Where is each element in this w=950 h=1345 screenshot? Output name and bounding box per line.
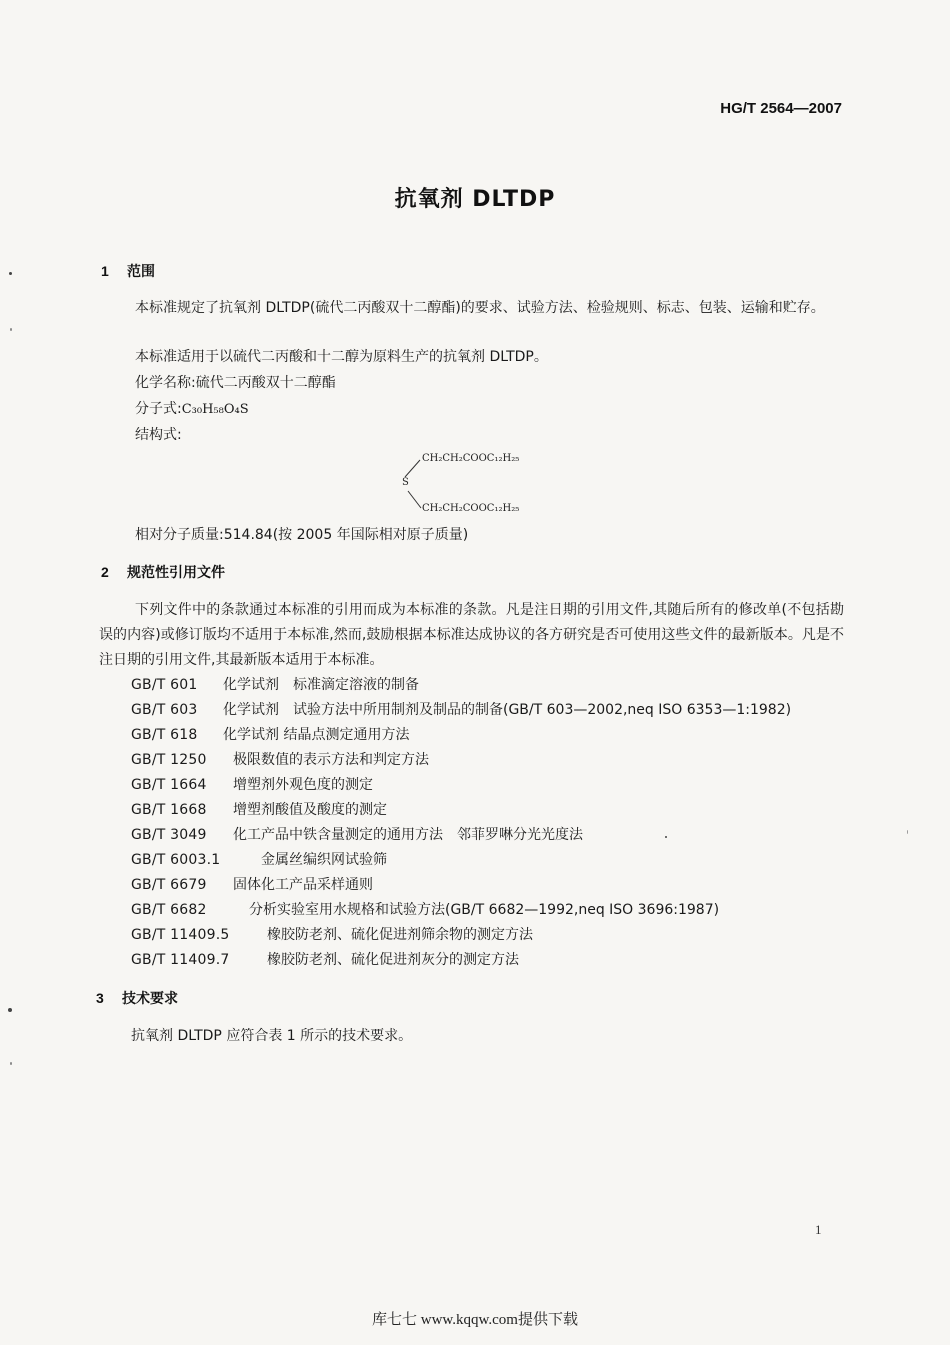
section-title: 技术要求 [122,991,178,1007]
page-number: 1 [815,1222,822,1237]
structure-sulfur: S [402,477,409,488]
reference-title: 增塑剂外观色度的测定 [233,777,373,793]
reference-code: GB/T 1668 [131,802,207,818]
standard-number: HG/T 2564—2007 [720,100,842,117]
scan-speck [8,1008,12,1012]
section-3-heading [96,988,178,1008]
reference-code: GB/T 6679 [131,877,207,893]
reference-code: GB/T 6682 [131,902,207,918]
reference-code: GB/T 11409.5 [131,927,230,943]
reference-title: 金属丝编织网试验筛 [261,852,387,868]
reference-code: GB/T 1250 [131,752,207,768]
section-title: 规范性引用文件 [127,565,225,581]
reference-title: 化工产品中铁含量测定的通用方法 邻菲罗啉分光光度法 [233,827,583,843]
scan-speck [907,830,908,834]
bond-bottom [408,491,421,508]
reference-item [131,799,387,819]
reference-item [131,924,533,944]
reference-item [131,724,409,744]
reference-code: GB/T 6003.1 [131,852,221,868]
technical-requirements-paragraph: 抗氧剂 DLTDP 应符合表 1 所示的技术要求。 [131,1028,413,1044]
scan-speck [10,328,12,331]
section-number: 2 [101,564,109,580]
reference-item [131,674,419,694]
structure-bottom-chain: CH₂CH₂COOC₁₂H₂₅ [422,503,520,514]
reference-title: 增塑剂酸值及酸度的测定 [233,802,387,818]
reference-title: 固体化工产品采样通则 [233,877,373,893]
reference-title: 橡胶防老剂、硫化促进剂灰分的测定方法 [267,952,519,968]
reference-item [131,824,583,844]
reference-code: GB/T 11409.7 [131,952,230,968]
reference-item [131,874,373,894]
structure-top-chain: CH₂CH₂COOC₁₂H₂₅ [422,453,520,464]
reference-item [131,949,519,969]
molecular-mass: 相对分子质量:514.84(按 2005 年国际相对原子质量) [135,527,469,543]
reference-item [131,899,719,919]
reference-code: GB/T 3049 [131,827,207,843]
reference-title: 化学试剂 结晶点测定通用方法 [223,727,410,743]
bond-top [405,460,420,477]
reference-item [131,849,387,869]
molecular-formula: C₃₀H₅₈O₄S [181,402,249,417]
scan-speck [665,836,667,838]
reference-title: 化学试剂 试验方法中所用制剂及制品的制备(GB/T 603—2002,neq ISO 6353—1:1982) [223,702,792,718]
section-1-heading [101,261,155,281]
reference-code: GB/T 601 [131,677,198,693]
reference-title: 橡胶防老剂、硫化促进剂筛余物的测定方法 [267,927,533,943]
structure-bonds [400,455,430,515]
reference-title: 化学试剂 标准滴定溶液的制备 [223,677,419,693]
reference-item [131,749,429,769]
normative-intro: 下列文件中的条款通过本标准的引用而成为本标准的条款。凡是注日期的引用文件,其随后所有的修改单(不包括勘误的内容)或修订版均不适用于本标准,然而,鼓励根据本标准达成协议的各方研究是否可使用这些文件的最新版本。凡是不注日期的引用文件,其最新版本适用于本标准。 [99,602,844,668]
reference-title: 分析实验室用水规格和试验方法(GB/T 6682—1992,neq ISO 3696:1987) [249,902,720,918]
section-number: 3 [96,990,104,1006]
scan-speck [10,1062,12,1065]
reference-item [131,699,791,719]
reference-item [131,774,373,794]
chemical-name: 化学名称:硫代二丙酸双十二醇酯 [135,375,336,391]
formula-label: 分子式: [135,401,182,417]
reference-code: GB/T 1664 [131,777,207,793]
applicability-paragraph: 本标准适用于以硫代二丙酸和十二醇为原料生产的抗氧剂 DLTDP。 [135,349,548,365]
reference-title: 极限数值的表示方法和判定方法 [233,752,429,768]
scope-paragraph: 本标准规定了抗氧剂 DLTDP(硫代二丙酸双十二醇酯)的要求、试验方法、检验规则、标志、包装、运输和贮存。 [135,300,825,316]
reference-code: GB/T 618 [131,727,198,743]
scan-speck [9,272,12,275]
section-number: 1 [101,263,109,279]
molecular-formula-line [135,396,249,423]
download-footer: 库七七 www.kqqw.com提供下载 [372,1312,578,1328]
section-2-heading [101,562,225,582]
section-title: 范围 [127,264,155,280]
document-title: 抗氧剂 DLTDP [394,187,556,212]
reference-code: GB/T 603 [131,702,198,718]
structure-label: 结构式: [135,427,182,443]
